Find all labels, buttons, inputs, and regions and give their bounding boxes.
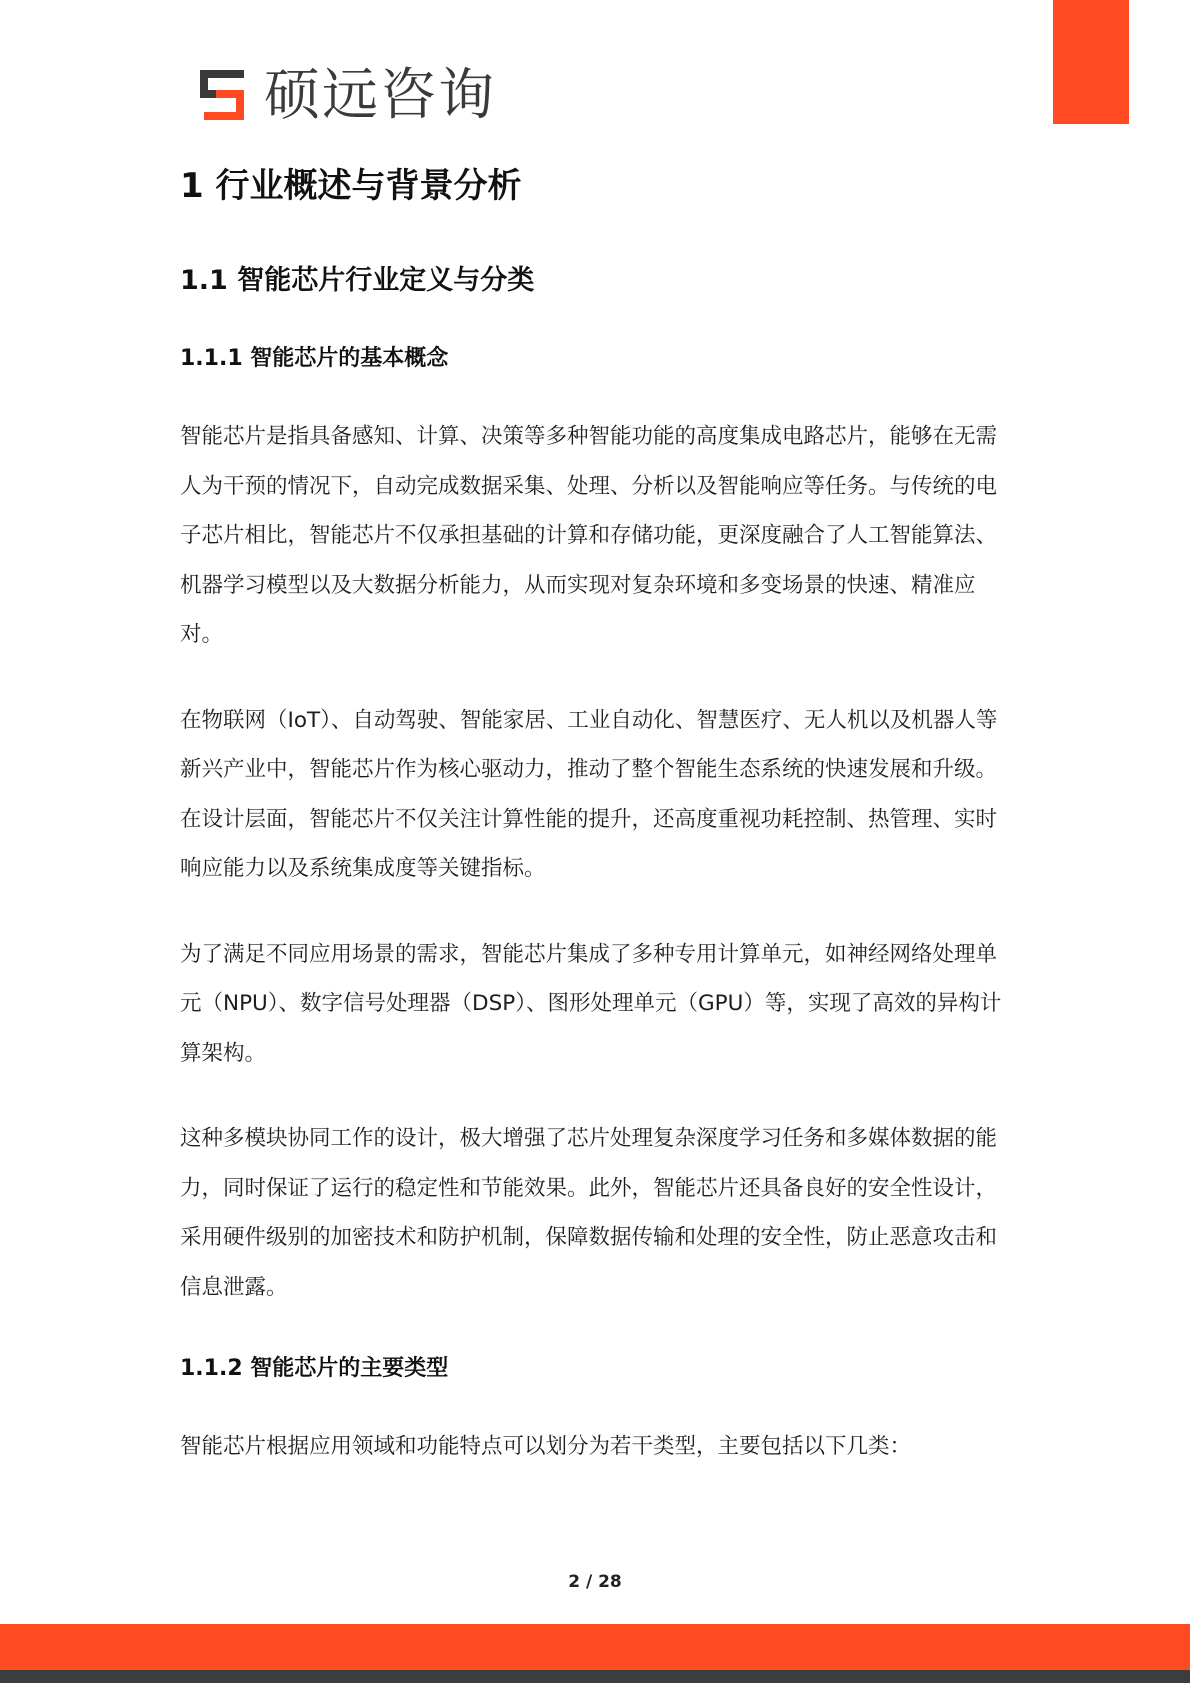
chapter-heading: 1 行业概述与背景分析 bbox=[180, 166, 522, 206]
paragraph: 在物联网（IoT）、自动驾驶、智能家居、工业自动化、智慧医疗、无人机以及机器人等新兴产业中，智能芯片作为核心驱动力，推动了整个智能生态系统的快速发展和升级。在设计层面，智能芯片不仅关注计算性能的提升，还高度重视功耗控制、热管理、实时响应能力以及系统集成度等关键指标。 bbox=[180, 707, 998, 881]
footer-accent-bar bbox=[0, 1624, 1190, 1670]
document-body bbox=[180, 160, 1010, 1472]
subsection-heading-types: 1.1.2 智能芯片的主要类型 bbox=[180, 1356, 449, 1381]
brand-name: 硕远咨询 bbox=[264, 63, 496, 128]
corner-accent-tab bbox=[1053, 0, 1129, 124]
paragraph: 智能芯片是指具备感知、计算、决策等多种智能功能的高度集成电路芯片，能够在无需人为干预的情况下，自动完成数据采集、处理、分析以及智能响应等任务。与传统的电子芯片相比，智能芯片不仅承担基础的计算和存储功能，更深度融合了人工智能算法、机器学习模型以及大数据分析能力，从而实现对复杂环境和多变场景的快速、精准应对。 bbox=[180, 424, 998, 647]
brand-logo-icon bbox=[194, 68, 250, 124]
paragraph: 智能芯片根据应用领域和功能特点可以划分为若干类型，主要包括以下几类： bbox=[180, 1434, 912, 1459]
brand-logo bbox=[194, 63, 496, 128]
paragraph: 为了满足不同应用场景的需求，智能芯片集成了多种专用计算单元，如神经网络处理单元（NPU）、数字信号处理器（DSP）、图形处理单元（GPU）等，实现了高效的异构计算架构。 bbox=[180, 941, 1002, 1066]
paragraph: 这种多模块协同工作的设计，极大增强了芯片处理复杂深度学习任务和多媒体数据的能力，同时保证了运行的稳定性和节能效果。此外，智能芯片还具备良好的安全性设计，采用硬件级别的加密技术和防护机制，保障数据传输和处理的安全性，防止恶意攻击和信息泄露。 bbox=[180, 1126, 998, 1300]
page-number: 2 / 28 bbox=[568, 1572, 622, 1592]
footer-dark-strip bbox=[0, 1670, 1190, 1683]
subsection-heading-concept: 1.1.1 智能芯片的基本概念 bbox=[180, 346, 449, 371]
section-heading: 1.1 智能芯片行业定义与分类 bbox=[180, 265, 535, 296]
